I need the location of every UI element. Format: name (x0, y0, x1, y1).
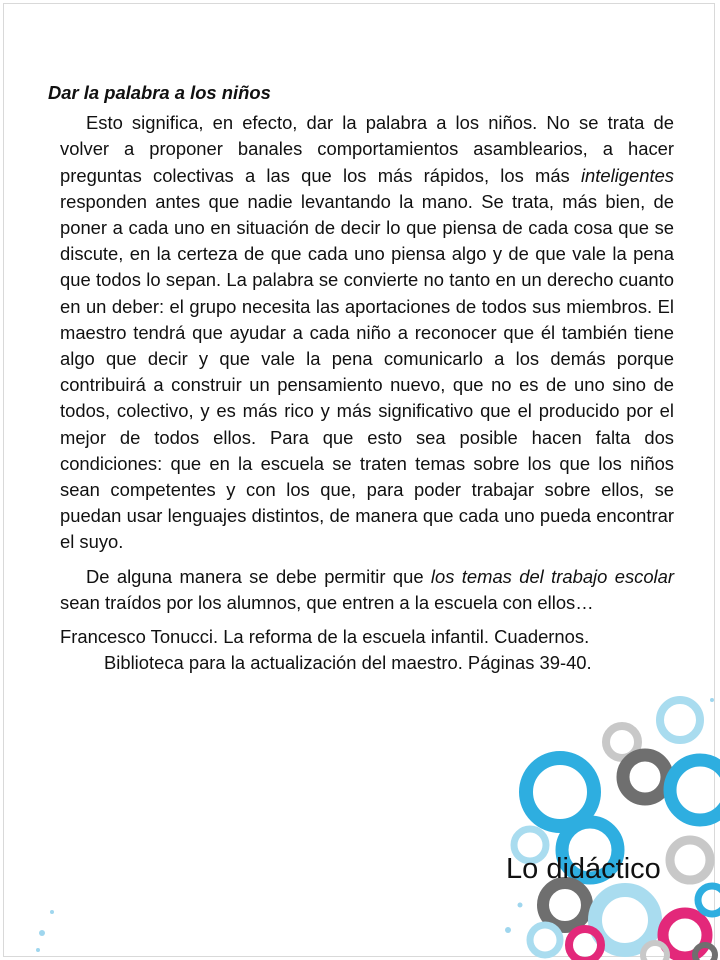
decorative-rings (514, 700, 720, 960)
footer-title: Lo didáctico (506, 853, 661, 885)
paragraph-2: De alguna manera se debe permitir que los temas del trabajo escolar sean traídos por los alumnos, que entren a la escuela con ellos… (60, 565, 674, 613)
section-title: Dar la palabra a los niños (48, 82, 271, 103)
document-body (48, 80, 674, 676)
citation: Francesco Tonucci. La reforma de la escuela infantil. Cuadernos. Biblioteca para la actualización del maestro. Páginas 39-40. (60, 626, 592, 674)
emphasis-text: los temas del trabajo escolar (430, 565, 674, 587)
emphasis-text: inteligentes (580, 164, 674, 186)
paragraph-1: Esto significa, en efecto, dar la palabra a los niños. No se trata de volver a proponer banales comportamientos asamblearios, a hacer preguntas colectivas a las que los más rápidos, los más inteligentes responden antes que nadie levantando la mano. Se trata, más bien, de poner a cada uno en situación de decir lo que piensa de cada cosa que se discute, en la certeza de que cada uno piensa algo y de que vale la pena que todos lo sepan. La palabra se convierte no tanto en un derecho cuanto en un deber: el grupo necesita las aportaciones de todos sus miembros. El maestro tendrá que ayudar a cada niño a reconocer que él también tiene algo que decir y que vale la pena comunicarlo a los demás porque contribuirá a construir un pensamiento nuevo, que no es de uno sino de todos, colectivo, y es más rico y más significativo que el producido por el mejor de todos ellos. Para que esto sea posible hacen falta dos condiciones: que en la escuela se traten temas sobre los que los niños sean competentes y con los que, para poder trabajar sobre ellos, se puedan usar lenguajes distintos, de manera que cada uno pueda encontrar el suyo. (60, 112, 674, 553)
